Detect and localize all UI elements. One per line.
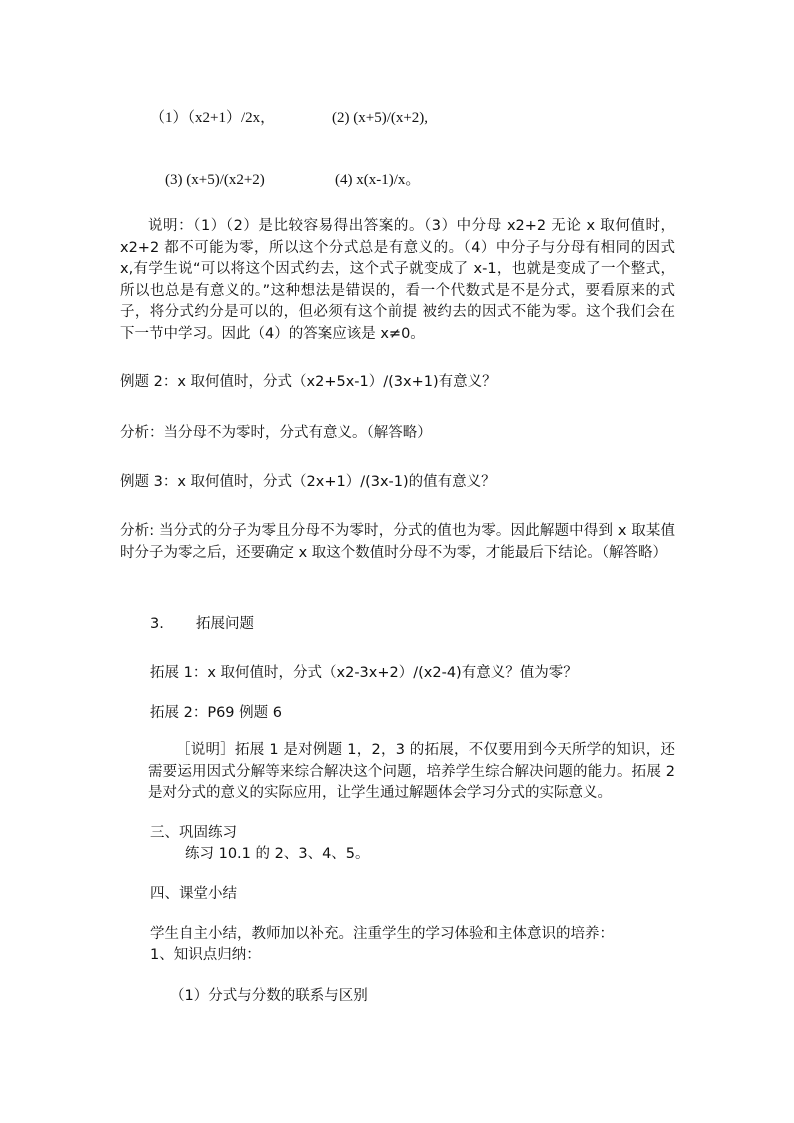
formula-item-1: （1）（x2+1）/2x， <box>150 110 276 126</box>
formula-item-4: (4) x(x-1)/x。 <box>335 172 421 188</box>
section-summary-heading: 四、课堂小结 <box>150 886 237 902</box>
exercise-line: 练习 10.1 的 2、3、4、5。 <box>185 846 370 862</box>
analysis-3: 分析: 当分式的分子为零且分母不为零时，分式的值也为零。因此解题中得到 x 取某值时分子为零之后，还要确定 x 取这个数值时分母不为零，才能最后下结论。（解答略） <box>120 523 675 561</box>
summary-item-1: 1、知识点归纳： <box>150 947 261 963</box>
summary-subitem-1: （1）分式与分数的联系与区别 <box>170 988 368 1004</box>
section-consolidate-heading: 三、巩固练习 <box>150 825 237 841</box>
analysis-2: 分析：当分母不为零时，分式有意义。（解答略） <box>120 425 432 441</box>
explanation-paragraph-1: 说明：（1）（2）是比较容易得出答案的。（3）中分母 x2+2 无论 x 取何值时，x2+2 都不可能为零，所以这个分式总是有意义的。（4）中分子与分母有相同的因式 x,有学生说“可以将这个因式约去，这个式子就变成了 x-1，也就是变成了一个整式，所以也总是有意义的。”这种想法是错误的，看一个代数式是不是分式，要看原来的式子，将分式约分是可以的，但必须有这个前提 被约去的因式不能为零。这个我们会在下一节中学习。因此（4）的答案应该是 x≠0。 <box>120 218 675 342</box>
formula-item-3: (3) (x+5)/(x2+2) <box>165 172 265 188</box>
section-3-title: 拓展问题 <box>196 616 254 632</box>
summary-intro: 学生自主小结，教师加以补充。注重学生的学习体验和主体意识的培养： <box>150 926 614 942</box>
extension-2: 拓展 2：P69 例题 6 <box>150 705 282 721</box>
section-3-number: 3. <box>150 616 164 632</box>
formula-item-2: (2) (x+5)/(x+2), <box>332 110 429 126</box>
example-2: 例题 2：x 取何值时，分式（x2+5x-1）/(3x+1)有意义？ <box>120 374 497 390</box>
example-3: 例题 3：x 取何值时，分式（2x+1）/(3x-1)的值有意义？ <box>120 474 496 490</box>
extension-1: 拓展 1：x 取何值时，分式（x2-3x+2）/(x2-4)有意义？值为零？ <box>150 665 578 681</box>
explanation-paragraph-2: ［说明］拓展 1 是对例题 1，2，3 的拓展，不仅要用到今天所学的知识，还需要运用因式分解等来综合解决这个问题，培养学生综合解决问题的能力。拓展 2 是对分式的意义的实际应用，让学生通过解题体会学习分式的实际意义。 <box>148 742 675 801</box>
